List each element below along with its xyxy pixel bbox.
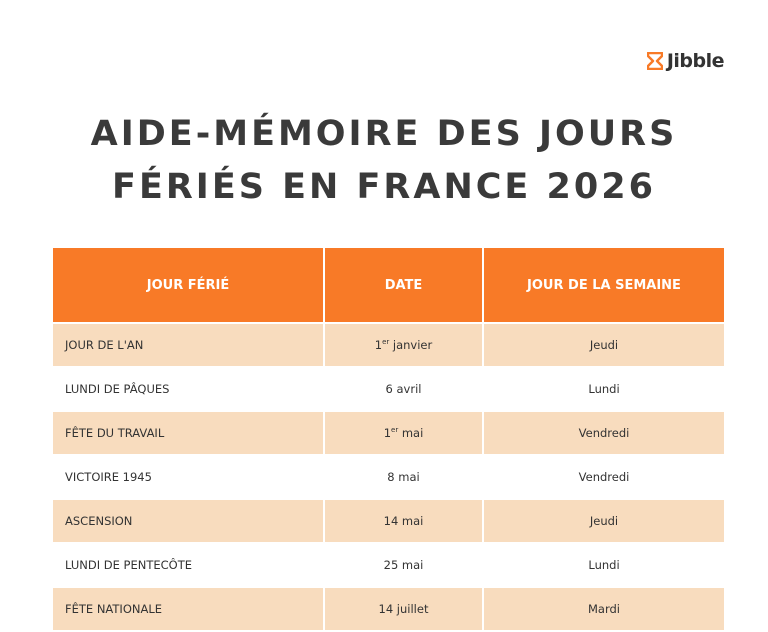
page-title	[0, 108, 768, 214]
holiday-weekday: Jeudi	[482, 322, 724, 366]
holidays-table	[53, 248, 724, 630]
holiday-date: 6 avril	[323, 366, 482, 410]
holiday-name: VICTOIRE 1945	[53, 454, 323, 498]
table-row	[53, 454, 724, 498]
holiday-name: FÊTE NATIONALE	[53, 586, 323, 630]
table-header-row	[53, 248, 724, 322]
table-row	[53, 586, 724, 630]
holiday-date: 1er janvier	[323, 322, 482, 366]
holiday-weekday: Lundi	[482, 366, 724, 410]
holiday-date: 25 mai	[323, 542, 482, 586]
holiday-name: ASCENSION	[53, 498, 323, 542]
table-row	[53, 322, 724, 366]
hourglass-icon	[647, 52, 663, 70]
holiday-date: 8 mai	[323, 454, 482, 498]
table-row	[53, 498, 724, 542]
holiday-name: LUNDI DE PENTECÔTE	[53, 542, 323, 586]
holiday-name: JOUR DE L'AN	[53, 322, 323, 366]
title-line-1: AIDE-MÉMOIRE DES JOURS	[90, 114, 678, 154]
holiday-date: 1er mai	[323, 410, 482, 454]
holiday-name: LUNDI DE PÂQUES	[53, 366, 323, 410]
holiday-weekday: Vendredi	[482, 454, 724, 498]
brand-name: Jibble	[666, 50, 724, 72]
jibble-logo	[647, 50, 724, 72]
header-holiday: JOUR FÉRIÉ	[53, 248, 323, 322]
holiday-weekday: Mardi	[482, 586, 724, 630]
title-line-2: FÉRIÉS EN FRANCE 2026	[112, 167, 656, 207]
table-row	[53, 542, 724, 586]
holiday-weekday: Vendredi	[482, 410, 724, 454]
holiday-weekday: Jeudi	[482, 498, 724, 542]
holiday-date: 14 mai	[323, 498, 482, 542]
holiday-weekday: Lundi	[482, 542, 724, 586]
holiday-date: 14 juillet	[323, 586, 482, 630]
table-row	[53, 366, 724, 410]
header-date: DATE	[323, 248, 482, 322]
table-row	[53, 410, 724, 454]
header-weekday: JOUR DE LA SEMAINE	[482, 248, 724, 322]
holiday-name: FÊTE DU TRAVAIL	[53, 410, 323, 454]
